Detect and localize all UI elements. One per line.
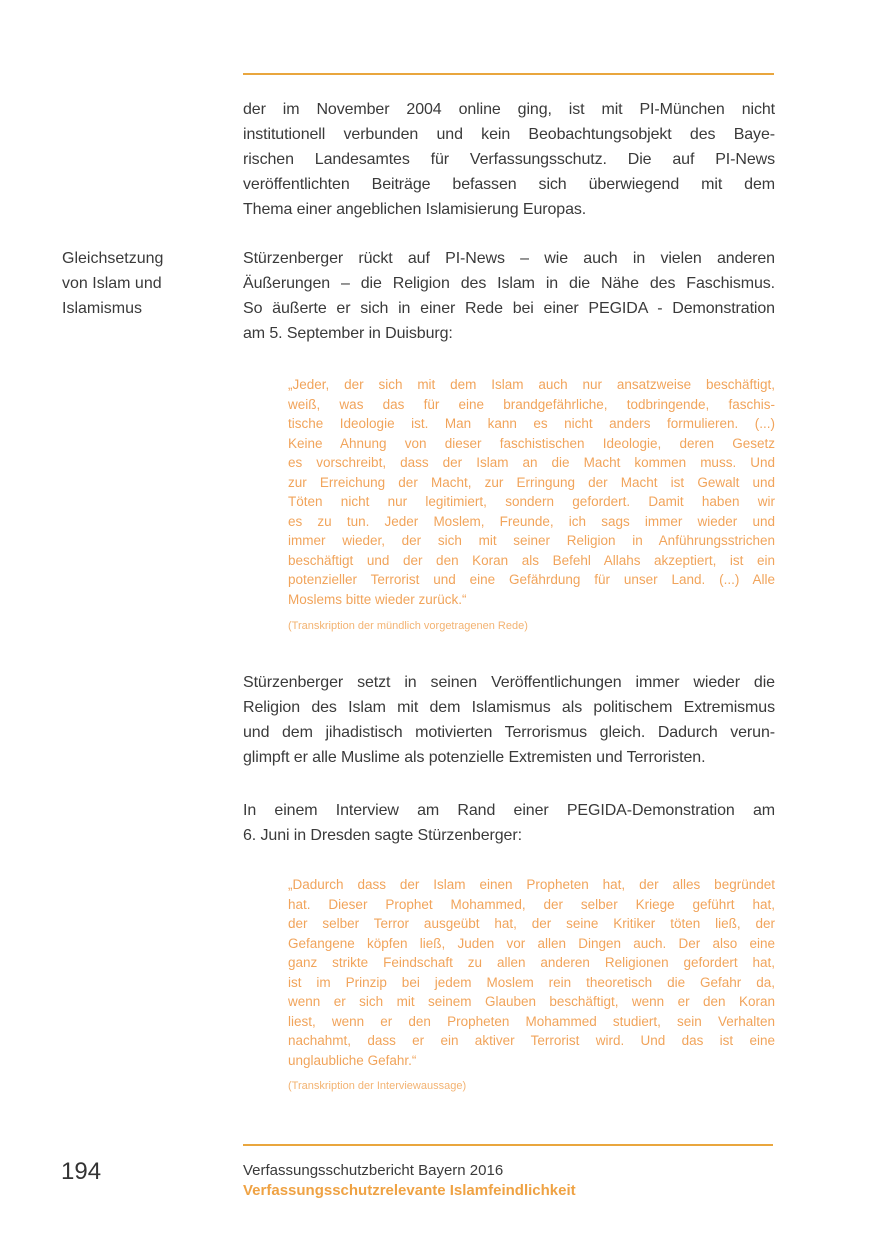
footer-report-title: Verfassungsschutzbericht Bayern 2016 <box>243 1162 504 1179</box>
paragraph-gleichsetzung-analysis: Stürzenberger setzt in seinen Veröffentlichungen immer wieder die Religion des Islam mit dem Islamismus als politischem Extremismus und dem jihadistisch motivierten Terrorismus gleich. Dadurch verun- glimpft er alle Muslime als potenzielle Extremisten und Terroristen. <box>243 674 775 766</box>
paragraph-interview-intro: In einem Interview am Rand einer PEGIDA-Demonstration am 6. Juni in Dresden sagte Stürzenberger: <box>243 802 775 844</box>
paragraph-pi-news-intro: der im November 2004 online ging, ist mit PI-München nicht institutionell verbunden und kein Beobachtungsobjekt des Baye- rischen Landesamtes für Verfassungsschutz. Die auf PI-News veröffentlichten Beiträge befassen sich überwiegend mit dem Thema einer angeblichen Islamisierung Europas. <box>243 101 775 218</box>
margin-note-gleichsetzung: Gleichsetzung von Islam und Islamismus <box>62 250 164 317</box>
blockquote-duisburg-caption: (Transkription der mündlich vorgetragenen Rede) <box>288 620 528 632</box>
paragraph-stuerzenberger-pegida: Stürzenberger rückt auf PI-News – wie auch in vielen anderen Äußerungen – die Religion des Islam in die Nähe des Faschismus. So äußerte er sich in einer Rede bei einer PEGIDA - Demonstration am 5. September in Duisburg: <box>243 250 775 342</box>
page-number: 194 <box>61 1158 102 1185</box>
top-rule <box>243 73 774 75</box>
blockquote-dresden-interview: „Dadurch dass der Islam einen Propheten hat, der alles begründet hat. Dieser Prophet Mohammed, der selber Kriege geführt hat, der selber Terror ausgeübt hat, der seine Kritiker töten ließ, der Gefangene köpfen ließ, Juden vor allen Dingen auch. Der also eine ganz strikte Feindschaft zu allen anderen Religionen gefordert hat, ist im Prinzip bei jedem Moslem rein theoretisch die Gefahr da, wenn er sich mit seinem Glauben beschäftigt, wenn er den Koran liest, wenn er den Propheten Mohammed studiert, sein Verhalten nachahmt, dass er ein aktiver Terrorist wird. Und das ist eine unglaubliche Gefahr.“ <box>288 877 775 1068</box>
footer-section-title: Verfassungsschutzrelevante Islamfeindlichkeit <box>243 1182 576 1199</box>
footer <box>243 1161 775 1201</box>
blockquote-dresden-caption: (Transkription der Interviewaussage) <box>288 1080 467 1092</box>
footer-rule <box>243 1144 773 1146</box>
blockquote-duisburg-speech: „Jeder, der sich mit dem Islam auch nur ansatzweise beschäftigt, weiß, was das für eine brandgefährliche, todbringende, faschis- tische Ideologie ist. Man kann es nicht anders formulieren. (...) Keine Ahnung von dieser faschistischen Ideologie, deren Gesetz es vorschreibt, dass der Islam an die Macht kommen muss. Und zur Erreichung der Macht, zur Erringung der Macht ist Gewalt und Töten nicht nur legitimiert, sondern gefordert. Damit haben wir es zu tun. Jeder Moslem, Freunde, ich sags immer wieder und immer wieder, der sich mit seiner Religion in Anführungsstrichen beschäftigt und der den Koran als Befehl Allahs akzeptiert, ist ein potenzieller Terrorist und eine Gefährdung für unser Land. (...) Alle Moslems bitte wieder zurück.“ <box>288 377 775 607</box>
